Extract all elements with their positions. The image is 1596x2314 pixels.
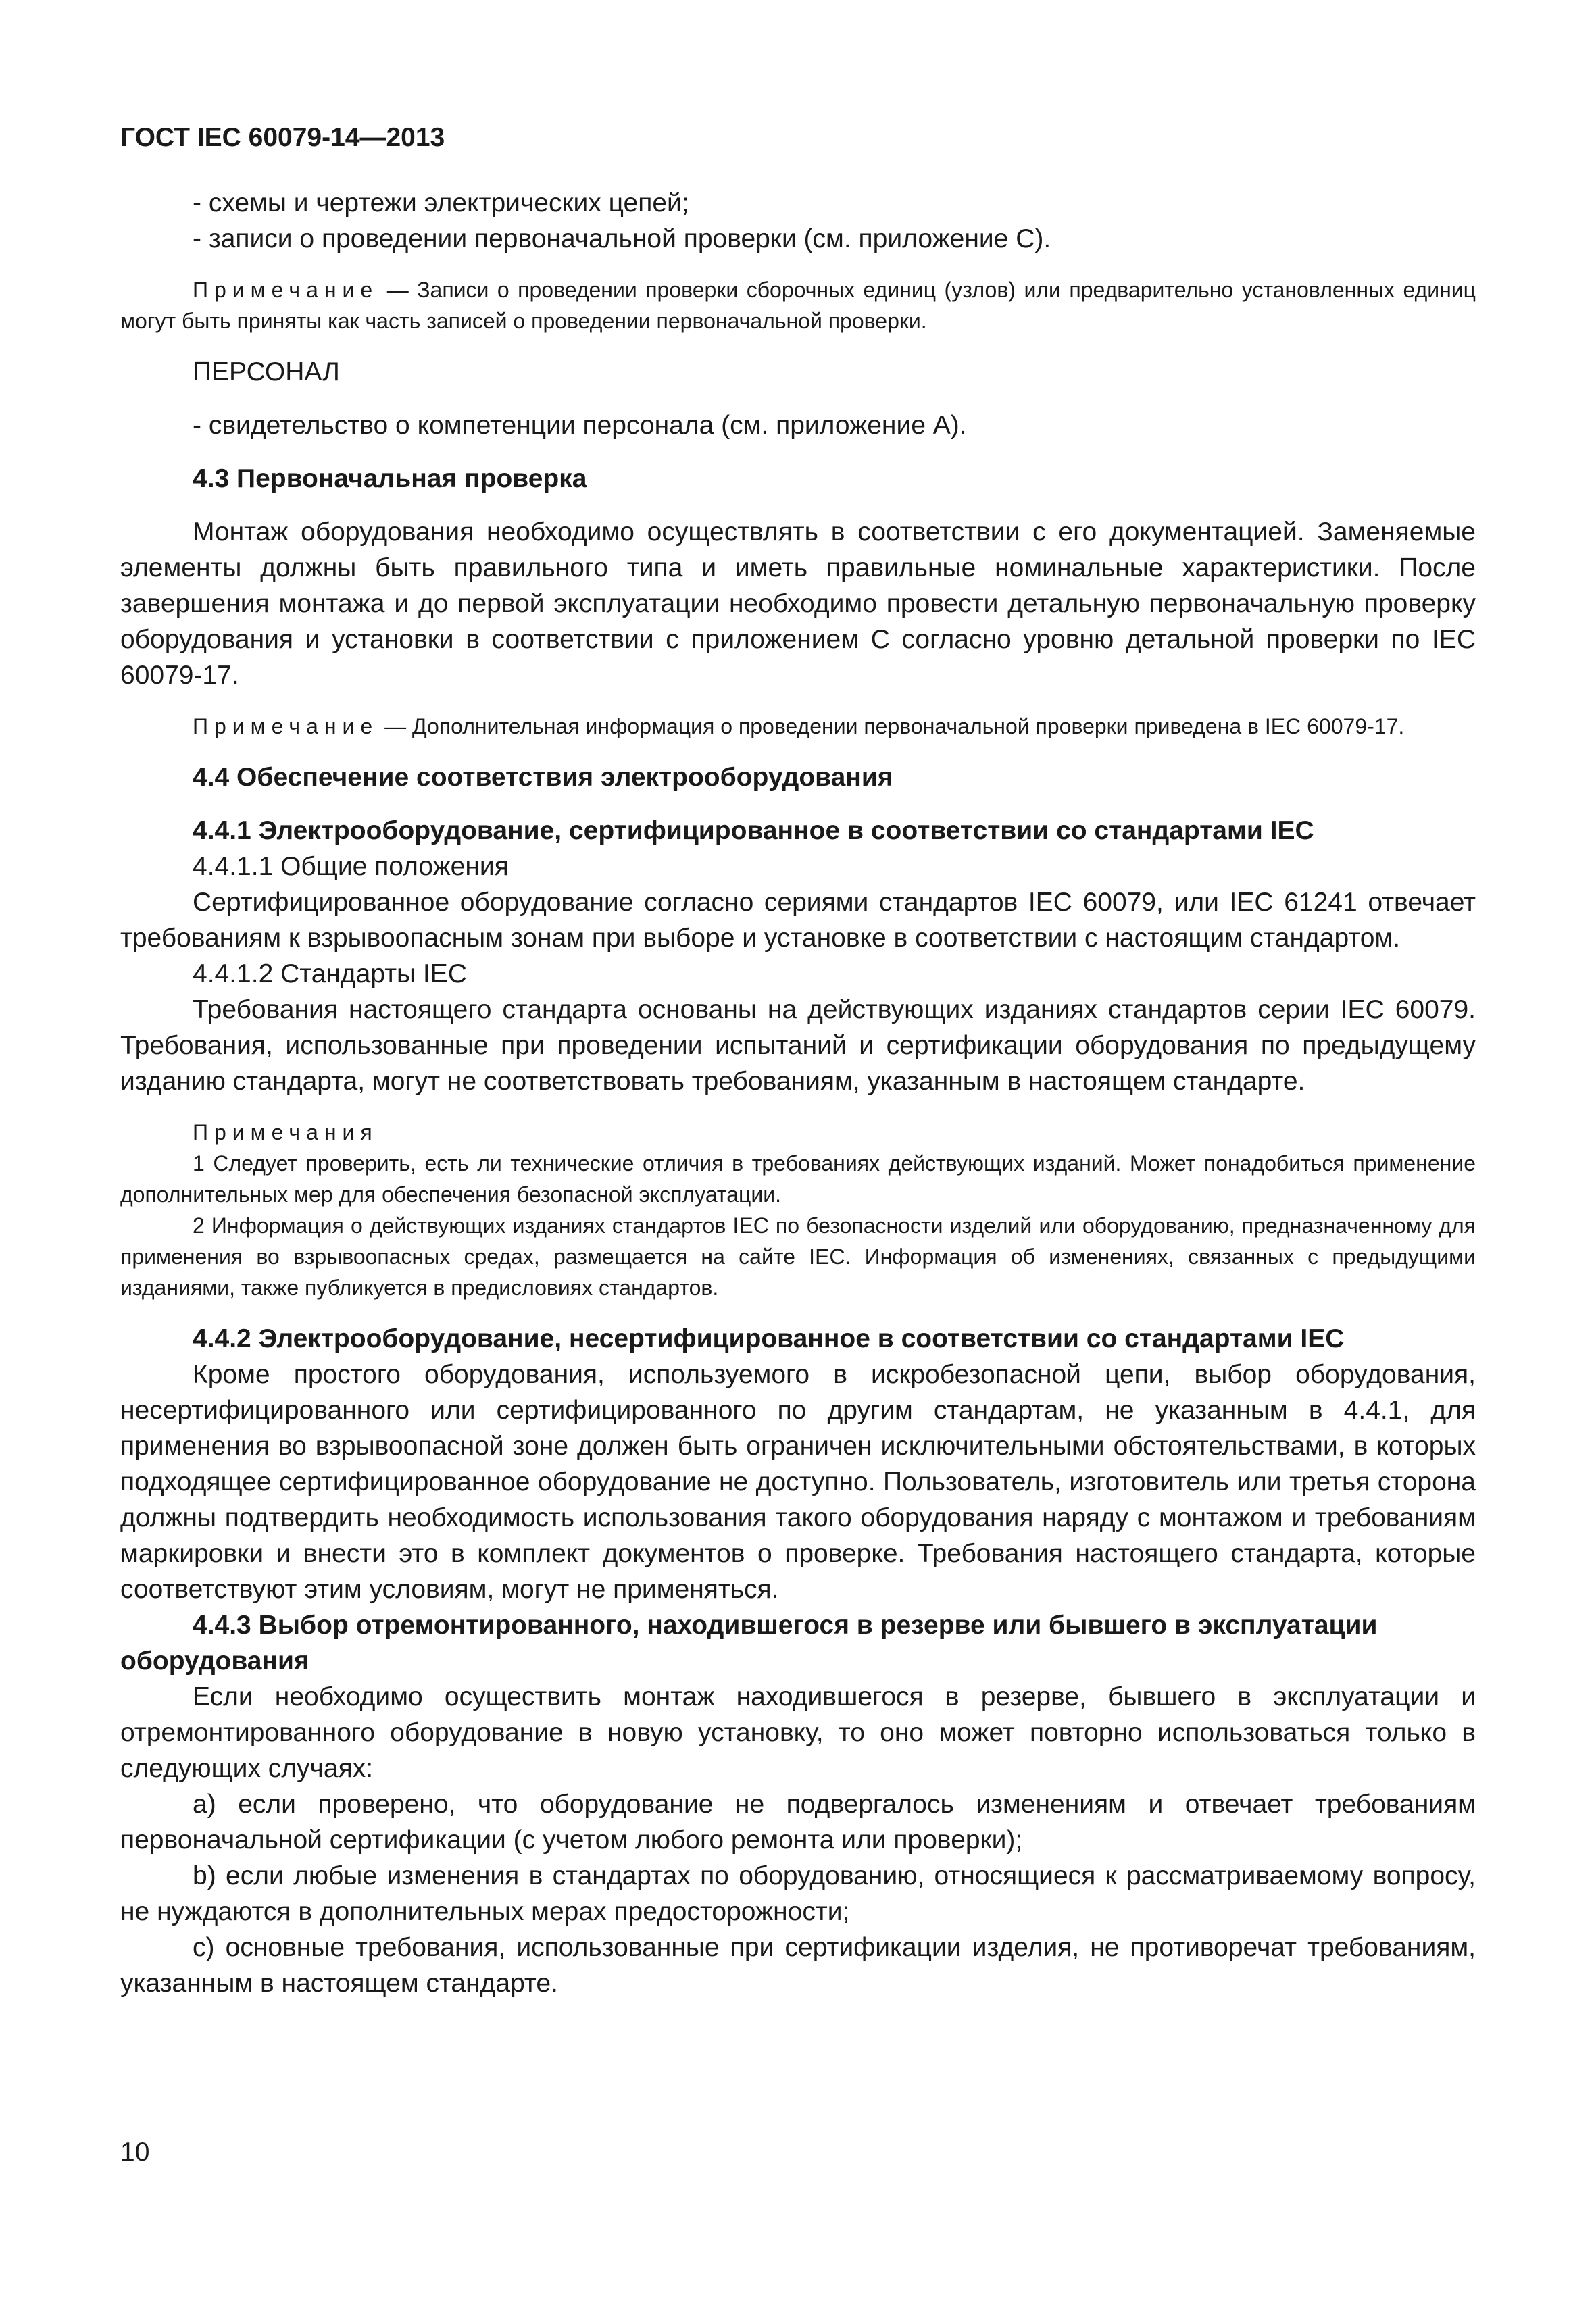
clause-title: 4.4.1.1 Общие положения xyxy=(193,852,509,881)
note-label: Примечания xyxy=(193,1120,378,1145)
document-header: ГОСТ IEC 60079-14—2013 xyxy=(120,123,445,152)
paragraph: Кроме простого оборудования, используемого в искробезопасной цепи, выбор оборудования, несертифицированного или сертифицированного по другим стандартам, не указанным в 4.4.1, для применения во взрывоопасной зоне должен быть ограничен исключительными обстоятельствами, в которых подходящее сертифицированное оборудование не доступно. Пользователь, изготовитель или третья сторона должны подтвердить необходимость использования такого оборудования наряду с монтажом и требованиям маркировки и внести это в комплект документов о проверке. Требования настоящего стандарта, которые соответствуют этим условиям, могут не применяться. xyxy=(120,1360,1476,1604)
list-item: - записи о проведении первоначальной проверки (см. приложение С). xyxy=(193,224,1051,253)
section-label: ПЕРСОНАЛ xyxy=(193,357,340,386)
list-item: b) если любые изменения в стандартах по оборудованию, относящиеся к рассматриваемому вопросу, не нуждаются в дополнительных мерах предосторожности; xyxy=(120,1861,1476,1926)
note xyxy=(120,274,1476,336)
note-label: Примечание xyxy=(193,714,379,738)
note-text: — Записи о проведении проверки сборочных единиц (узлов) или предварительно установленных единиц могут быть приняты как часть записей о проведении первоначальной проверки. xyxy=(120,278,1476,333)
list-item: а) если проверено, что оборудование не подвергалось изменениям и отвечает требованиям первоначальной сертификации (с учетом любого ремонта или проверки); xyxy=(120,1790,1476,1855)
page-number: 10 xyxy=(120,2138,150,2167)
subsection-heading: 4.4.3 Выбор отремонтированного, находившегося в резерве или бывшего в эксплуатации оборудования xyxy=(120,1611,1378,1676)
note xyxy=(120,711,1476,742)
list-item: - схемы и чертежи электрических цепей; xyxy=(193,188,689,218)
note-item: 2 Информация о действующих изданиях стандартов IEC по безопасности изделий или оборудованию, предназначенному для применения во взрывоопасных средах, размещается на сайте IEC. Информация об изменениях, связанных с предыдущими изданиями, также публикуется в предисловиях стандартов. xyxy=(120,1213,1476,1300)
list-item: - свидетельство о компетенции персонала (см. приложение А). xyxy=(193,411,967,440)
paragraph: Сертифицированное оборудование согласно сериями стандартов IEC 60079, или IEC 61241 отвечает требованиям к взрывоопасным зонам при выборе и установке в соответствии с настоящим стандартом. xyxy=(120,888,1476,953)
subsection-heading: 4.4.1 Электрооборудование, сертифицированное в соответствии со стандартами IEC xyxy=(193,816,1314,845)
subsection-heading: 4.4.2 Электрооборудование, несертифицированное в соответствии со стандартами IEC xyxy=(193,1324,1345,1353)
note-item: 1 Следует проверить, есть ли технические отличия в требованиях действующих изданий. Может понадобиться применение дополнительных мер для обеспечения безопасной эксплуатации. xyxy=(120,1151,1476,1207)
note-label: Примечание xyxy=(193,278,379,302)
paragraph: Требования настоящего стандарта основаны на действующих изданиях стандартов серии IEC 60079. Требования, использованные при проведении испытаний и сертификации оборудования по предыдущему изданию стандарта, могут не соответствовать требованиям, указанным в настоящем стандарте. xyxy=(120,995,1476,1096)
clause-title: 4.4.1.2 Стандарты IEC xyxy=(193,959,467,988)
section-heading: 4.3 Первоначальная проверка xyxy=(193,464,587,493)
notes-label xyxy=(120,1117,1476,1148)
page-content xyxy=(120,120,1476,2001)
paragraph: Монтаж оборудования необходимо осуществлять в соответствии с его документацией. Заменяемые элементы должны быть правильного типа и иметь правильные номинальные характеристики. После завершения монтажа и до первой эксплуатации необходимо провести детальную первоначальную проверку оборудования и установки в соответствии с приложением С согласно уровню детальной проверки по IEC 60079-17. xyxy=(120,518,1476,690)
paragraph: Если необходимо осуществить монтаж находившегося в резерве, бывшего в эксплуатации и отремонтированного оборудование в новую установку, то оно может повторно использоваться только в следующих случаях: xyxy=(120,1682,1476,1783)
note-text: — Дополнительная информация о проведении первоначальной проверки приведена в IEC 60079-17. xyxy=(378,714,1405,738)
section-heading: 4.4 Обеспечение соответствия электрооборудования xyxy=(193,763,893,792)
list-item: с) основные требования, использованные при сертификации изделия, не противоречат требованиям, указанным в настоящем стандарте. xyxy=(120,1933,1476,1998)
